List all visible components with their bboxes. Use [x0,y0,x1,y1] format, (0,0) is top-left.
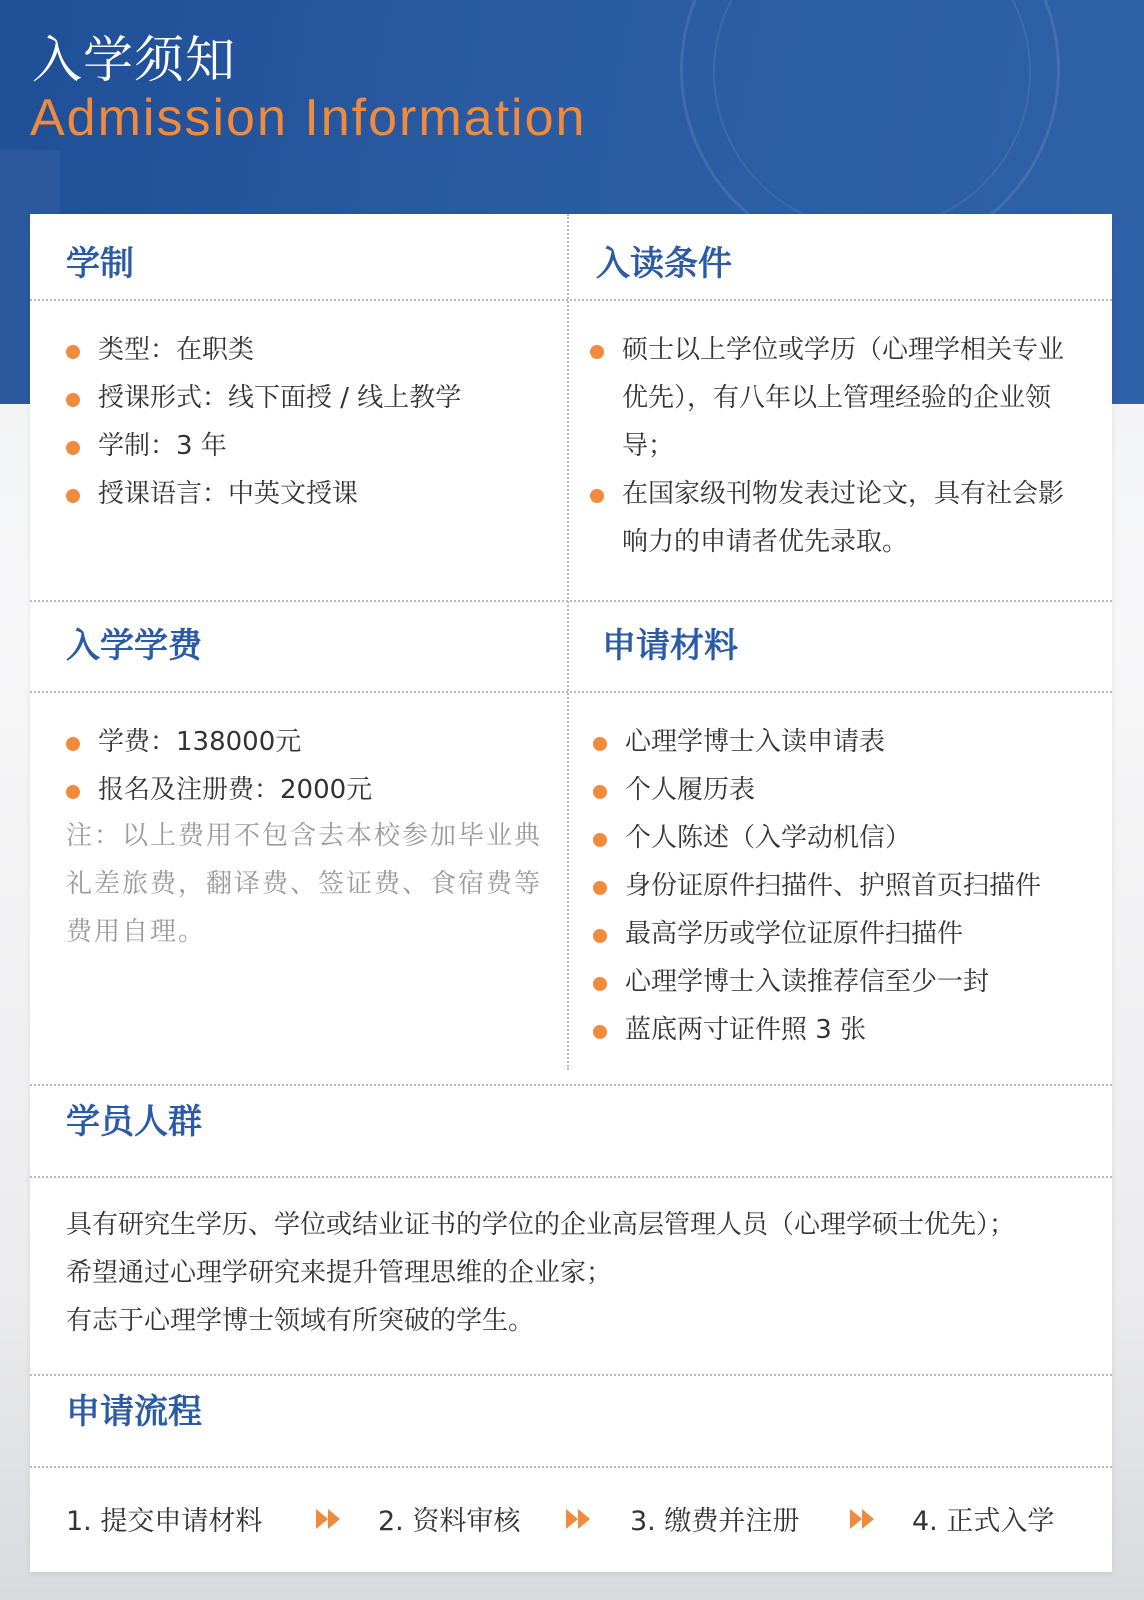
divider [30,691,1112,693]
double-chevron-right-icon [316,1507,346,1531]
page-title: 入学须知 [32,31,236,89]
divider [30,1084,1112,1086]
list-item: 学制：3 年 [66,422,566,470]
students-line: 希望通过心理学研究来提升管理思维的企业家； [66,1258,613,1288]
list-item: 个人履历表 [593,766,1098,814]
list-item: 身份证原件扫描件、护照首页扫描件 [593,862,1098,910]
divider [30,299,1112,301]
list-item: 授课语言：中英文授课 [66,470,566,518]
list-item: 学费：138000元 [66,718,546,766]
info-card [30,214,1112,1572]
double-chevron-right-icon [566,1507,596,1531]
list-item: 类型：在职类 [66,326,566,374]
section-title-duration: 学制 [66,244,134,284]
students-line: 具有研究生学历、学位或结业证书的学位的企业高层管理人员（心理学硕士优先）； [66,1210,1016,1240]
list-item: 在国家级刊物发表过论文，具有社会影响力的申请者优先录取。 [590,470,1080,566]
process-step-4: 4. 正式入学 [912,1506,1055,1537]
tuition-list [66,718,546,814]
process-step-3: 3. 缴费并注册 [630,1506,800,1537]
process-step-1: 1. 提交申请材料 [66,1506,263,1537]
section-title-tuition: 入学学费 [66,626,202,666]
tuition-note: 注：以上费用不包含去本校参加毕业典礼差旅费，翻译费、签证费、食宿费等费用自理。 [66,821,543,947]
list-item: 报名及注册费：2000元 [66,766,546,814]
students-description [66,1201,1096,1345]
process-step-2: 2. 资料审核 [378,1506,521,1537]
list-item: 最高学历或学位证原件扫描件 [593,910,1098,958]
list-item: 蓝底两寸证件照 3 张 [593,1006,1098,1054]
students-line: 有志于心理学博士领域有所突破的学生。 [66,1306,535,1336]
list-item: 心理学博士入读推荐信至少一封 [593,958,1098,1006]
divider [30,1466,1112,1468]
list-item: 硕士以上学位或学历（心理学相关专业优先），有八年以上管理经验的企业领导； [590,326,1080,470]
divider [30,600,1112,602]
requirements-list [590,326,1080,566]
materials-list [593,718,1098,1054]
section-title-materials: 申请材料 [602,626,738,666]
section-title-students: 学员人群 [66,1102,202,1142]
page-subtitle: Admission Information [30,89,587,147]
column-divider [567,214,569,1070]
double-chevron-right-icon [850,1507,880,1531]
divider [30,1176,1112,1178]
duration-list [66,326,566,518]
list-item: 授课形式：线下面授 / 线上教学 [66,374,566,422]
list-item: 心理学博士入读申请表 [593,718,1098,766]
section-title-process: 申请流程 [66,1392,202,1432]
section-title-requirements: 入读条件 [596,244,732,284]
list-item: 个人陈述（入学动机信） [593,814,1098,862]
divider [30,1374,1112,1376]
